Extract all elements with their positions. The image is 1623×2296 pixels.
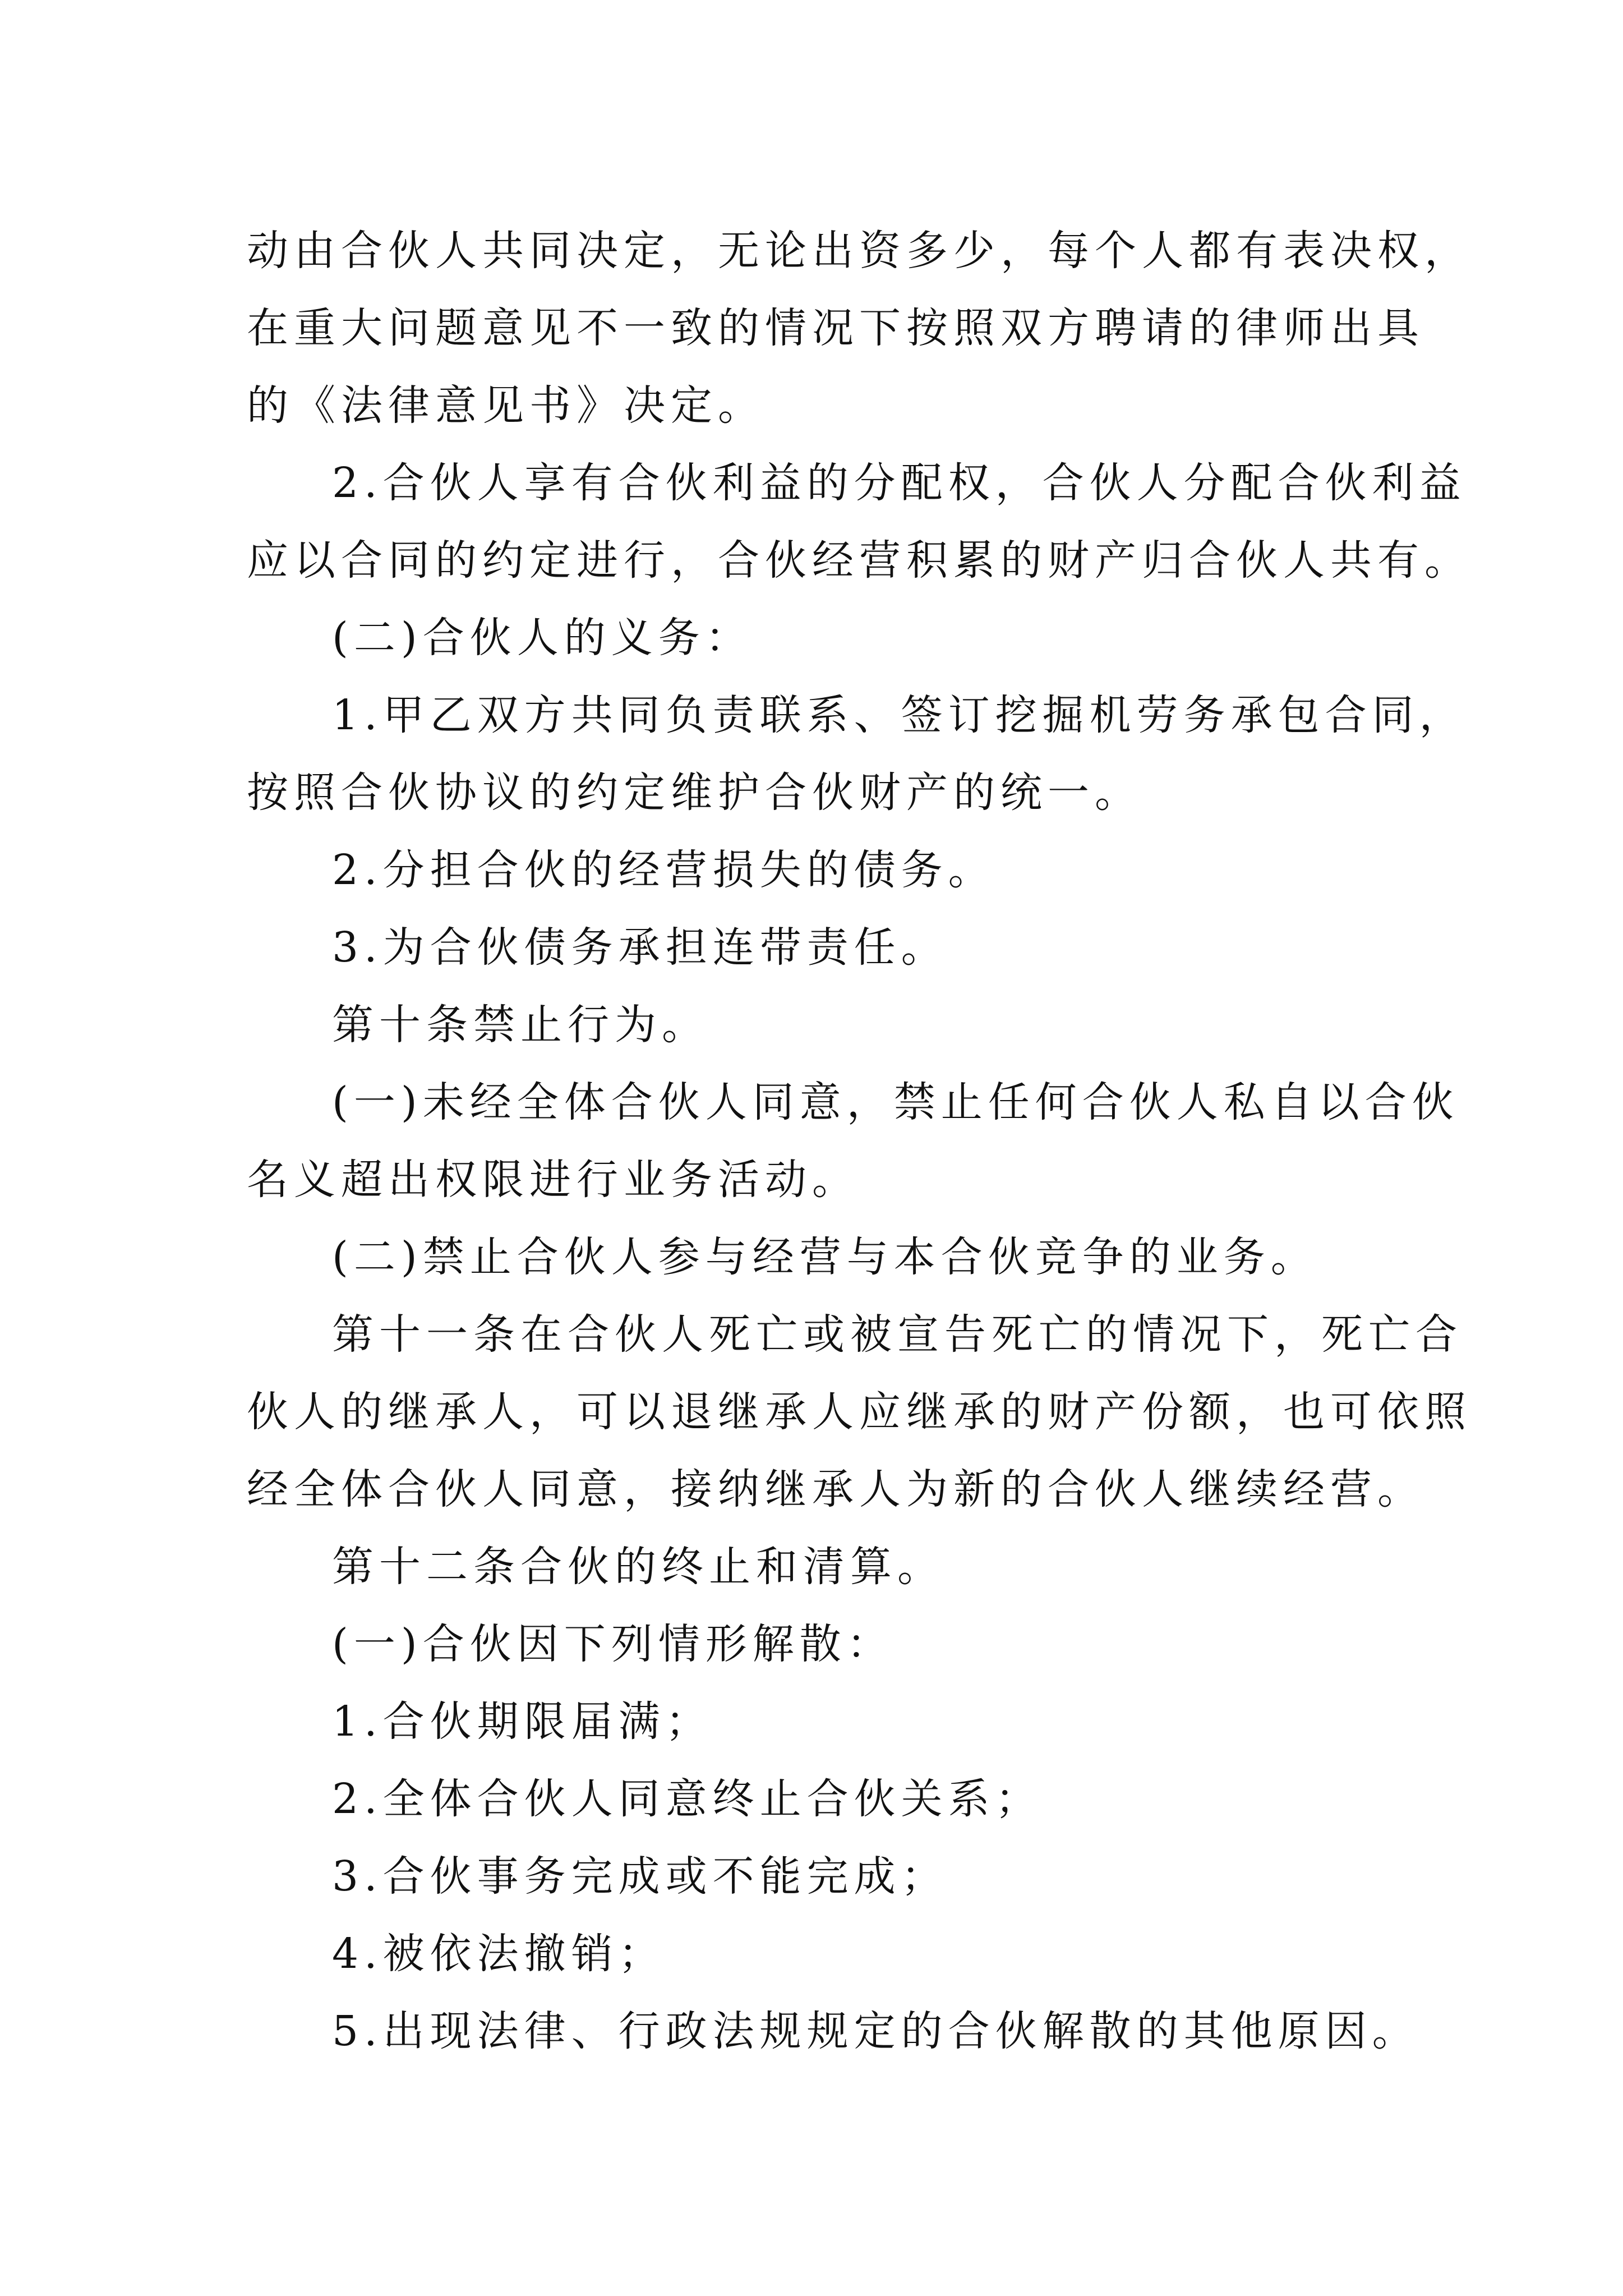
text-line: 2.分担合伙的经营损失的债务。 xyxy=(332,846,995,894)
text-line: 经全体合伙人同意，接纳继承人为新的合伙人继续经营。 xyxy=(247,1465,1424,1513)
text-line: 1.甲乙双方共同负责联系、签订挖掘机劳务承包合同， xyxy=(332,691,1467,739)
text-line: 3.为合伙债务承担连带责任。 xyxy=(332,923,948,972)
text-line: (二)禁止合伙人参与经营与本合伙竞争的业务。 xyxy=(332,1233,1318,1281)
text-line: 5.出现法律、行政法规规定的合伙解散的其他原因。 xyxy=(332,2007,1419,2055)
text-line: (一)未经全体合伙人同意，禁止任何合伙人私自以合伙 xyxy=(332,1078,1459,1126)
document-body xyxy=(247,212,1472,2070)
text-line: (一)合伙因下列情形解散： xyxy=(332,1620,894,1668)
text-line: 3.合伙事务完成或不能完成； xyxy=(332,1852,948,1901)
text-line: (二)合伙人的义务： xyxy=(332,614,753,662)
text-line: 动由合伙人共同决定，无论出资多少，每个人都有表决权， xyxy=(247,227,1472,275)
text-line: 2.合伙人享有合伙利益的分配权，合伙人分配合伙利益 xyxy=(332,459,1467,507)
text-line: 第十二条合伙的终止和清算。 xyxy=(332,1543,944,1591)
text-line: 名义超出权限进行业务活动。 xyxy=(247,1156,859,1204)
text-line: 4.被依法撤销； xyxy=(332,1930,666,1978)
text-line: 伙人的继承人，可以退继承人应继承的财产份额，也可依照 xyxy=(247,1388,1472,1436)
text-line: 的《法律意见书》决定。 xyxy=(247,381,765,430)
text-line: 第十条禁止行为。 xyxy=(332,1001,709,1049)
text-line: 在重大问题意见不一致的情况下按照双方聘请的律师出具 xyxy=(247,304,1424,352)
text-line: 第十一条在合伙人死亡或被宣告死亡的情况下，死亡合 xyxy=(332,1310,1463,1359)
text-line: 按照合伙协议的约定维护合伙财产的统一。 xyxy=(247,769,1142,817)
text-line: 2.全体合伙人同意终止合伙关系； xyxy=(332,1775,1043,1823)
text-line: 1.合伙期限届满； xyxy=(332,1697,713,1746)
text-line: 应以合同的约定进行，合伙经营积累的财产归合伙人共有。 xyxy=(247,536,1472,585)
